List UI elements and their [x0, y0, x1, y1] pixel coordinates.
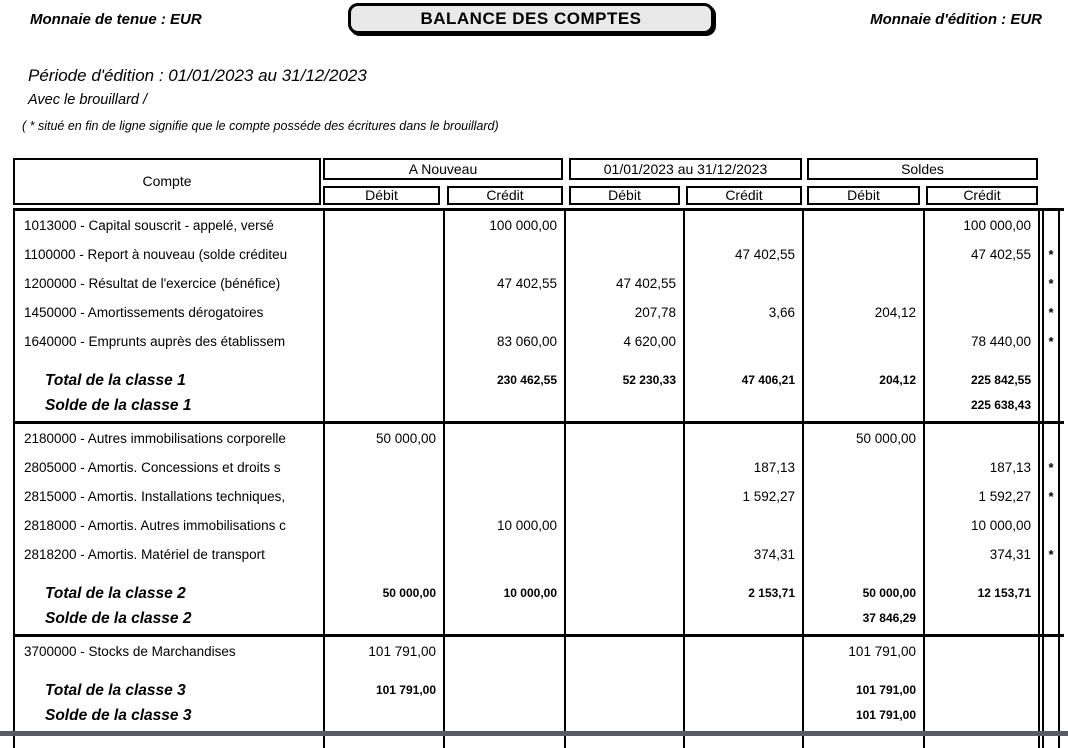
account-row: [13, 211, 1064, 240]
account-label: [13, 666, 323, 678]
col-header-mvt-debit: Débit: [569, 186, 680, 205]
amount-cell: [323, 393, 443, 421]
col-group-soldes: Soldes: [807, 158, 1038, 180]
amount-cell: [802, 540, 923, 569]
amount-cell: [802, 393, 923, 421]
brouillard-star-cell: [1042, 666, 1060, 678]
amount-cell: [683, 269, 802, 298]
account-row: [13, 482, 1064, 511]
amount-cell: 1 592,27: [683, 482, 802, 511]
amount-cell: 47 406,21: [683, 368, 802, 393]
amount-cell: 374,31: [683, 540, 802, 569]
amount-cell: [443, 393, 564, 421]
brouillard-star-cell: [1042, 368, 1060, 393]
brouillard-star-cell: [1042, 678, 1060, 703]
account-row: [13, 511, 1064, 540]
col-group-a-nouveau: A Nouveau: [323, 158, 563, 180]
amount-cell: [443, 606, 564, 634]
amount-cell: 225 638,43: [923, 393, 1040, 421]
amount-cell: 3,66: [683, 298, 802, 327]
amount-cell: [323, 511, 443, 540]
amount-cell: 187,13: [923, 453, 1040, 482]
amount-cell: [802, 240, 923, 269]
account-label: 2815000 - Amortis. Installations techniques,: [13, 482, 323, 511]
amount-cell: [323, 269, 443, 298]
account-label: 1013000 - Capital souscrit - appelé, versé: [13, 211, 323, 240]
account-row: [13, 240, 1064, 269]
amount-cell: 50 000,00: [802, 581, 923, 606]
amount-cell: [564, 606, 683, 634]
amount-cell: [564, 356, 683, 368]
amount-cell: [323, 569, 443, 581]
brouillard-star-cell: [1042, 356, 1060, 368]
amount-cell: 101 791,00: [802, 637, 923, 666]
amount-cell: 230 462,55: [443, 368, 564, 393]
amount-cell: [802, 511, 923, 540]
brouillard-star-cell: *: [1042, 269, 1060, 298]
edition-period-label: Période d'édition : 01/01/2023 au 31/12/2023: [28, 66, 367, 85]
row-label: Total de la classe 1: [13, 368, 323, 393]
next-section-cut-row: [13, 734, 1064, 748]
amount-cell: [683, 703, 802, 731]
amount-cell: 78 440,00: [923, 327, 1040, 356]
amount-cell: 101 791,00: [323, 637, 443, 666]
amount-cell: [323, 703, 443, 731]
account-row: [13, 298, 1064, 327]
account-label: 1100000 - Report à nouveau (solde créditeu: [13, 240, 323, 269]
amount-cell: [443, 453, 564, 482]
brouillard-star-cell: [1042, 703, 1060, 731]
currency-of-record-label: Monnaie de tenue : EUR: [30, 11, 202, 28]
brouillard-star-cell: *: [1042, 540, 1060, 569]
brouillard-star-cell: [1042, 211, 1060, 240]
amount-cell: 101 791,00: [802, 703, 923, 731]
amount-cell: [923, 569, 1040, 581]
amount-cell: [443, 678, 564, 703]
amount-cell: 83 060,00: [443, 327, 564, 356]
amount-cell: 50 000,00: [802, 424, 923, 453]
amount-cell: [323, 453, 443, 482]
amount-cell: [923, 356, 1040, 368]
account-row: [13, 637, 1064, 666]
amount-cell: 47 402,55: [564, 269, 683, 298]
amount-cell: [564, 240, 683, 269]
amount-cell: 50 000,00: [323, 424, 443, 453]
brouillard-star-cell: [1042, 734, 1060, 748]
row-label: Total de la classe 2: [13, 581, 323, 606]
amount-cell: [323, 666, 443, 678]
amount-cell: [923, 734, 1040, 748]
amount-cell: [564, 581, 683, 606]
amount-cell: [923, 298, 1040, 327]
amount-cell: [323, 368, 443, 393]
amount-cell: 10 000,00: [923, 511, 1040, 540]
amount-cell: [323, 540, 443, 569]
amount-cell: [802, 666, 923, 678]
col-header-solde-debit: Débit: [807, 186, 920, 205]
account-row: [13, 540, 1064, 569]
amount-cell: [564, 482, 683, 511]
amount-cell: [564, 211, 683, 240]
amount-cell: 101 791,00: [323, 678, 443, 703]
amount-cell: [683, 393, 802, 421]
account-label: [13, 734, 323, 748]
amount-cell: [443, 424, 564, 453]
row-label: Solde de la classe 1: [13, 393, 323, 421]
amount-cell: [683, 511, 802, 540]
amount-cell: [564, 734, 683, 748]
amount-cell: [323, 734, 443, 748]
amount-cell: 10 000,00: [443, 581, 564, 606]
amount-cell: 47 402,55: [923, 240, 1040, 269]
amount-cell: [564, 511, 683, 540]
table-body: [13, 208, 1064, 748]
amount-cell: 4 620,00: [564, 327, 683, 356]
amount-cell: [443, 666, 564, 678]
brouillard-mode-label: Avec le brouillard /: [28, 92, 148, 108]
col-group-period: 01/01/2023 au 31/12/2023: [569, 158, 802, 180]
amount-cell: [923, 606, 1040, 634]
amount-cell: [564, 637, 683, 666]
account-label: [13, 356, 323, 368]
amount-cell: [564, 678, 683, 703]
amount-cell: [443, 240, 564, 269]
amount-cell: [923, 678, 1040, 703]
amount-cell: [323, 327, 443, 356]
account-label: 2180000 - Autres immobilisations corporelle: [13, 424, 323, 453]
amount-cell: 187,13: [683, 453, 802, 482]
row-label: Solde de la classe 2: [13, 606, 323, 634]
brouillard-star-cell: [1042, 424, 1060, 453]
amount-cell: 374,31: [923, 540, 1040, 569]
row-label: Total de la classe 3: [13, 678, 323, 703]
amount-cell: [683, 678, 802, 703]
amount-cell: [564, 393, 683, 421]
amount-cell: 10 000,00: [443, 511, 564, 540]
brouillard-star-cell: *: [1042, 453, 1060, 482]
report-title: BALANCE DES COMPTES: [348, 3, 714, 34]
account-row: [13, 269, 1064, 298]
class-total-row: [13, 581, 1064, 606]
amount-cell: 50 000,00: [323, 581, 443, 606]
col-header-compte: Compte: [13, 158, 321, 205]
amount-cell: 2 153,71: [683, 581, 802, 606]
amount-cell: [564, 453, 683, 482]
amount-cell: [683, 734, 802, 748]
amount-cell: [443, 569, 564, 581]
class-total-row: [13, 368, 1064, 393]
amount-cell: [683, 569, 802, 581]
amount-cell: 204,12: [802, 298, 923, 327]
account-label: 2818200 - Amortis. Matériel de transport: [13, 540, 323, 569]
account-label: 3700000 - Stocks de Marchandises: [13, 637, 323, 666]
amount-cell: 101 791,00: [802, 678, 923, 703]
amount-cell: [923, 703, 1040, 731]
amount-cell: [323, 356, 443, 368]
balance-table: [13, 158, 1064, 748]
amount-cell: [802, 482, 923, 511]
amount-cell: [564, 666, 683, 678]
amount-cell: 47 402,55: [443, 269, 564, 298]
amount-cell: 52 230,33: [564, 368, 683, 393]
col-header-mvt-credit: Crédit: [686, 186, 802, 205]
account-row: [13, 424, 1064, 453]
amount-cell: [683, 356, 802, 368]
amount-cell: [323, 211, 443, 240]
amount-cell: [443, 734, 564, 748]
col-header-an-debit: Débit: [323, 186, 440, 205]
amount-cell: [802, 569, 923, 581]
table-header: [13, 158, 1064, 208]
amount-cell: [683, 666, 802, 678]
class-total-row: [13, 678, 1064, 703]
spacer-row: [13, 569, 1064, 581]
brouillard-star-cell: [1042, 393, 1060, 421]
brouillard-star-cell: [1042, 581, 1060, 606]
class-section: [13, 637, 1064, 734]
brouillard-star-cell: *: [1042, 298, 1060, 327]
amount-cell: [923, 424, 1040, 453]
asterisk-footnote: ( * situé en fin de ligne signifie que le compte posséde des écritures dans le brouillard): [22, 119, 499, 133]
amount-cell: [802, 327, 923, 356]
amount-cell: 100 000,00: [443, 211, 564, 240]
amount-cell: [323, 606, 443, 634]
amount-cell: [443, 540, 564, 569]
amount-cell: [683, 424, 802, 453]
amount-cell: [323, 298, 443, 327]
amount-cell: [802, 356, 923, 368]
class-section: [13, 211, 1064, 424]
amount-cell: 204,12: [802, 368, 923, 393]
amount-cell: 1 592,27: [923, 482, 1040, 511]
brouillard-star-cell: *: [1042, 482, 1060, 511]
amount-cell: [564, 540, 683, 569]
amount-cell: [923, 637, 1040, 666]
account-label: 1200000 - Résultat de l'exercice (bénéfice): [13, 269, 323, 298]
row-label: Solde de la classe 3: [13, 703, 323, 731]
cutoff-divider: [0, 731, 1068, 736]
amount-cell: 37 846,29: [802, 606, 923, 634]
class-solde-row: [13, 393, 1064, 421]
account-row: [13, 453, 1064, 482]
amount-cell: [323, 240, 443, 269]
edition-currency-label: Monnaie d'édition : EUR: [870, 11, 1042, 28]
amount-cell: 47 402,55: [683, 240, 802, 269]
amount-cell: 12 153,71: [923, 581, 1040, 606]
amount-cell: [802, 211, 923, 240]
amount-cell: 225 842,55: [923, 368, 1040, 393]
spacer-row: [13, 666, 1064, 678]
class-section: [13, 424, 1064, 637]
class-solde-row: [13, 703, 1064, 731]
amount-cell: [564, 703, 683, 731]
account-row: [13, 327, 1064, 356]
spacer-row: [13, 356, 1064, 368]
amount-cell: [923, 269, 1040, 298]
account-label: 2805000 - Amortis. Concessions et droits s: [13, 453, 323, 482]
amount-cell: [443, 298, 564, 327]
brouillard-star-cell: *: [1042, 240, 1060, 269]
brouillard-star-cell: [1042, 606, 1060, 634]
amount-cell: [443, 637, 564, 666]
amount-cell: [683, 327, 802, 356]
amount-cell: 207,78: [564, 298, 683, 327]
brouillard-star-cell: [1042, 569, 1060, 581]
class-solde-row: [13, 606, 1064, 634]
amount-cell: [564, 424, 683, 453]
amount-cell: [923, 666, 1040, 678]
amount-cell: [683, 637, 802, 666]
brouillard-star-cell: [1042, 637, 1060, 666]
brouillard-star-cell: *: [1042, 327, 1060, 356]
account-label: 1450000 - Amortissements dérogatoires: [13, 298, 323, 327]
brouillard-star-cell: [1042, 511, 1060, 540]
amount-cell: [802, 734, 923, 748]
amount-cell: [323, 482, 443, 511]
amount-cell: [443, 703, 564, 731]
amount-cell: [683, 211, 802, 240]
amount-cell: [802, 453, 923, 482]
account-label: [13, 569, 323, 581]
amount-cell: [443, 356, 564, 368]
amount-cell: [443, 482, 564, 511]
amount-cell: 100 000,00: [923, 211, 1040, 240]
account-label: 1640000 - Emprunts auprès des établissem: [13, 327, 323, 356]
col-header-an-credit: Crédit: [447, 186, 563, 205]
amount-cell: [683, 606, 802, 634]
amount-cell: [564, 569, 683, 581]
col-header-solde-credit: Crédit: [926, 186, 1038, 205]
account-label: 2818000 - Amortis. Autres immobilisations c: [13, 511, 323, 540]
amount-cell: [802, 269, 923, 298]
